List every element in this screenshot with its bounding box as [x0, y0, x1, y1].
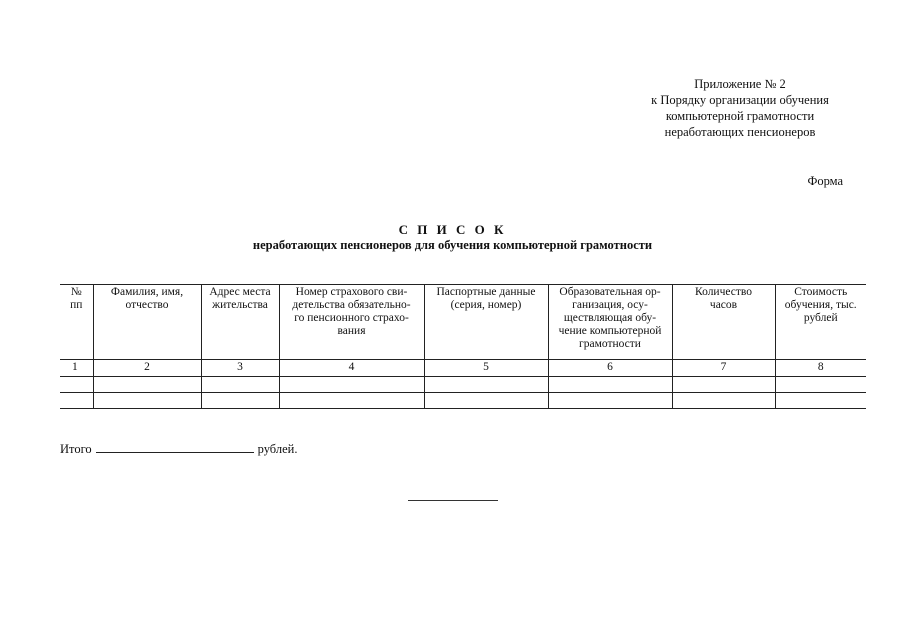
total-line: [60, 440, 297, 457]
appendix-line: к Порядку организации обучения: [651, 93, 829, 107]
empty-cell[interactable]: [424, 377, 548, 393]
header-line: детельства обязательно-: [292, 299, 411, 311]
header-line: вания: [337, 325, 366, 337]
header-line: Стоимость: [794, 286, 848, 298]
separator-line: [408, 500, 498, 501]
header-passport: [424, 285, 548, 360]
pensioner-list-table: [60, 284, 866, 409]
header-insurance-number: [279, 285, 424, 360]
empty-cell[interactable]: [279, 377, 424, 393]
appendix-line: неработающих пенсионеров: [664, 125, 816, 139]
header-line: ществляющая обу-: [563, 312, 657, 324]
header-full-name: [93, 285, 201, 360]
document-title: С П И С О К: [398, 222, 507, 237]
header-line: Образовательная ор-: [559, 286, 661, 298]
empty-cell[interactable]: [548, 377, 672, 393]
header-line: чение компьютерной: [558, 325, 662, 337]
empty-cell[interactable]: [775, 377, 866, 393]
empty-cell[interactable]: [672, 393, 775, 409]
header-address: [201, 285, 279, 360]
header-organization: [548, 285, 672, 360]
header-line: отчество: [125, 299, 169, 311]
total-label: Итого: [60, 442, 92, 456]
header-line: часов: [709, 299, 738, 311]
header-line: Количество: [695, 286, 752, 298]
header-cost: [775, 285, 866, 360]
empty-cell[interactable]: [93, 393, 201, 409]
column-number: 6: [548, 360, 672, 377]
column-number: 2: [93, 360, 201, 377]
header-number: [60, 285, 93, 360]
form-label: Форма: [807, 174, 843, 188]
appendix-block: [620, 76, 860, 140]
header-line: жительства: [212, 299, 268, 311]
table-row: [60, 393, 866, 409]
column-number: 7: [672, 360, 775, 377]
column-number: 3: [201, 360, 279, 377]
total-currency: рублей.: [257, 442, 298, 456]
empty-cell[interactable]: [424, 393, 548, 409]
document-subtitle: неработающих пенсионеров для обучения компьютерной грамотности: [252, 238, 653, 252]
empty-cell[interactable]: [60, 393, 93, 409]
header-line: (серия, номер): [450, 299, 522, 311]
header-line: Фамилия, имя,: [110, 286, 184, 298]
column-number: 5: [424, 360, 548, 377]
empty-cell[interactable]: [201, 377, 279, 393]
table-header-row: [60, 285, 866, 360]
empty-cell[interactable]: [548, 393, 672, 409]
header-line: Паспортные данные: [436, 286, 536, 298]
header-line: пп: [70, 299, 83, 311]
header-line: грамотности: [579, 338, 641, 350]
header-line: рублей: [803, 312, 838, 324]
header-line: Адрес места: [209, 286, 271, 298]
column-number: 4: [279, 360, 424, 377]
table-row: [60, 377, 866, 393]
empty-cell[interactable]: [775, 393, 866, 409]
empty-cell[interactable]: [60, 377, 93, 393]
total-amount-blank[interactable]: [96, 440, 254, 453]
header-line: №: [70, 286, 82, 298]
appendix-line: Приложение № 2: [694, 77, 786, 91]
empty-cell[interactable]: [93, 377, 201, 393]
header-line: Номер страхового сви-: [295, 286, 408, 298]
empty-cell[interactable]: [279, 393, 424, 409]
column-number: 1: [60, 360, 93, 377]
empty-cell[interactable]: [672, 377, 775, 393]
header-line: го пенсионного страхо-: [294, 312, 409, 324]
column-number: 8: [775, 360, 866, 377]
header-line: ганизация, осу-: [572, 299, 648, 311]
column-number-row: [60, 360, 866, 377]
empty-cell[interactable]: [201, 393, 279, 409]
header-line: обучения, тыс.: [784, 299, 857, 311]
header-hours: [672, 285, 775, 360]
appendix-line: компьютерной грамотности: [665, 109, 815, 123]
